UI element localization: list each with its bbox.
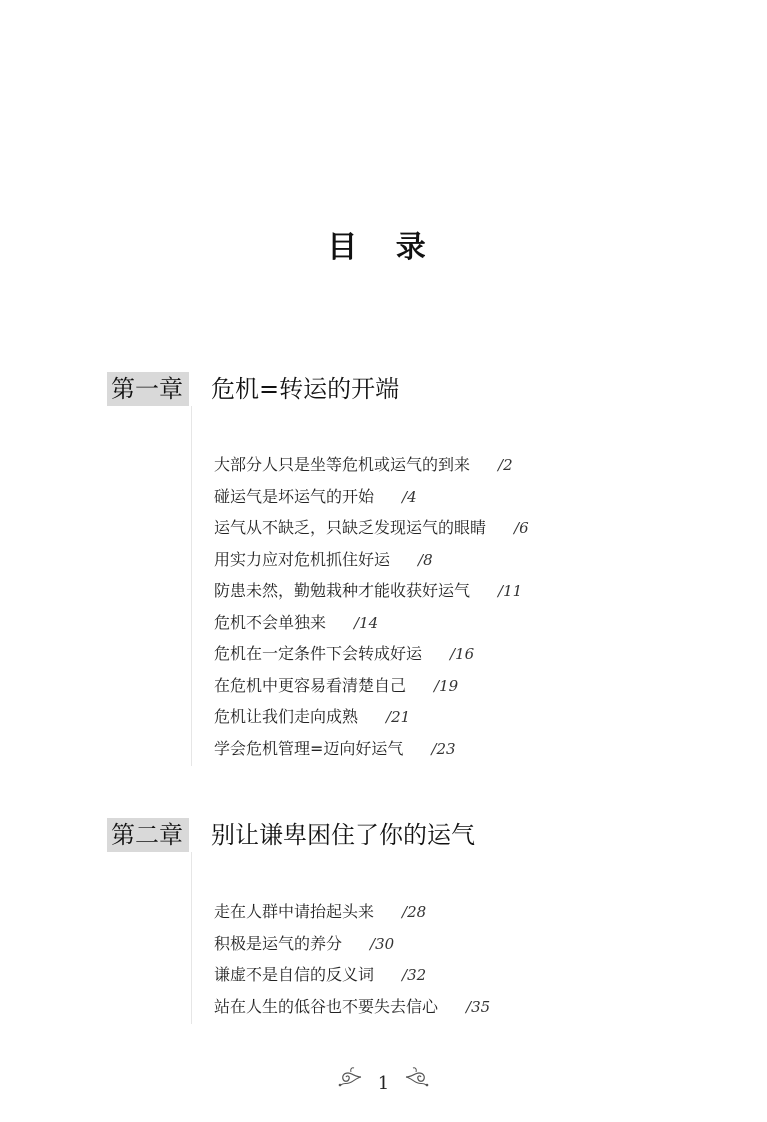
toc-entry-page: /8 xyxy=(418,550,433,569)
toc-entry-title: 运气从不缺乏，只缺乏发现运气的眼睛 xyxy=(214,518,487,537)
page-footer xyxy=(0,1064,767,1100)
toc-entry-title: 用实力应对危机抓住好运 xyxy=(214,549,391,569)
toc-entry[interactable] xyxy=(214,896,490,928)
flourish-right-icon xyxy=(404,1064,430,1103)
toc-entry[interactable] xyxy=(214,733,529,765)
toc-entry-title: 危机让我们走向成熟 xyxy=(214,707,359,726)
flourish-left-icon xyxy=(337,1064,363,1103)
toc-entry-page: /21 xyxy=(386,708,411,726)
chapter-label: 第二章 xyxy=(107,818,189,852)
toc-entry-title: 危机在一定条件下会转成好运 xyxy=(214,644,423,663)
toc-entry-page: /2 xyxy=(498,456,513,474)
toc-entry-title: 危机不会单独来 xyxy=(214,612,327,632)
toc-entry[interactable] xyxy=(214,607,529,639)
toc-entry-title: 在危机中更容易看清楚自己 xyxy=(214,675,407,695)
chapter-label: 第一章 xyxy=(107,372,189,406)
toc-entry[interactable] xyxy=(214,928,490,960)
toc-entry[interactable] xyxy=(214,638,529,670)
toc-entry-page: /35 xyxy=(466,997,491,1016)
toc-entry[interactable] xyxy=(214,670,529,702)
page-title: 目 录 xyxy=(327,230,440,266)
toc-entry-title: 大部分人只是坐等危机或运气的到来 xyxy=(214,455,471,474)
toc-entry-page: /14 xyxy=(354,613,379,632)
toc-entry-page: /28 xyxy=(402,903,427,921)
chapter-entry-list xyxy=(214,449,529,764)
toc-entry-page: /23 xyxy=(431,739,456,758)
toc-entry-page: /6 xyxy=(514,519,529,537)
chapter-divider xyxy=(191,852,192,1024)
toc-entry[interactable] xyxy=(214,959,490,991)
toc-entry-page: /11 xyxy=(498,582,523,600)
chapter-title: 危机=转运的开端 xyxy=(211,375,400,403)
toc-entry-page: /16 xyxy=(450,645,475,663)
toc-entry-title: 学会危机管理=迈向好运气 xyxy=(214,738,404,758)
toc-entry-title: 积极是运气的养分 xyxy=(214,933,343,953)
toc-entry-page: /30 xyxy=(370,934,395,953)
chapter-entry-list xyxy=(214,896,490,1022)
page-number: 1 xyxy=(377,1072,390,1094)
chapter-title: 别让谦卑困住了你的运气 xyxy=(211,821,475,849)
toc-entry[interactable] xyxy=(214,701,529,733)
toc-entry-title: 碰运气是坏运气的开始 xyxy=(214,486,375,506)
toc-entry-title: 防患未然，勤勉栽种才能收获好运气 xyxy=(214,581,471,600)
chapter-heading xyxy=(107,818,475,852)
toc-entry[interactable] xyxy=(214,449,529,481)
toc-entry-title: 谦虚不是自信的反义词 xyxy=(214,965,375,984)
toc-entry[interactable] xyxy=(214,481,529,513)
toc-entry-page: /4 xyxy=(402,487,417,506)
toc-entry[interactable] xyxy=(214,575,529,607)
toc-entry-title: 走在人群中请抬起头来 xyxy=(214,902,375,921)
toc-entry-page: /19 xyxy=(434,676,459,695)
chapter-divider xyxy=(191,406,192,766)
chapter-heading xyxy=(107,372,399,406)
toc-entry-page: /32 xyxy=(402,966,427,984)
toc-entry-title: 站在人生的低谷也不要失去信心 xyxy=(214,996,439,1016)
toc-entry[interactable] xyxy=(214,544,529,576)
toc-entry[interactable] xyxy=(214,512,529,544)
toc-entry[interactable] xyxy=(214,991,490,1023)
